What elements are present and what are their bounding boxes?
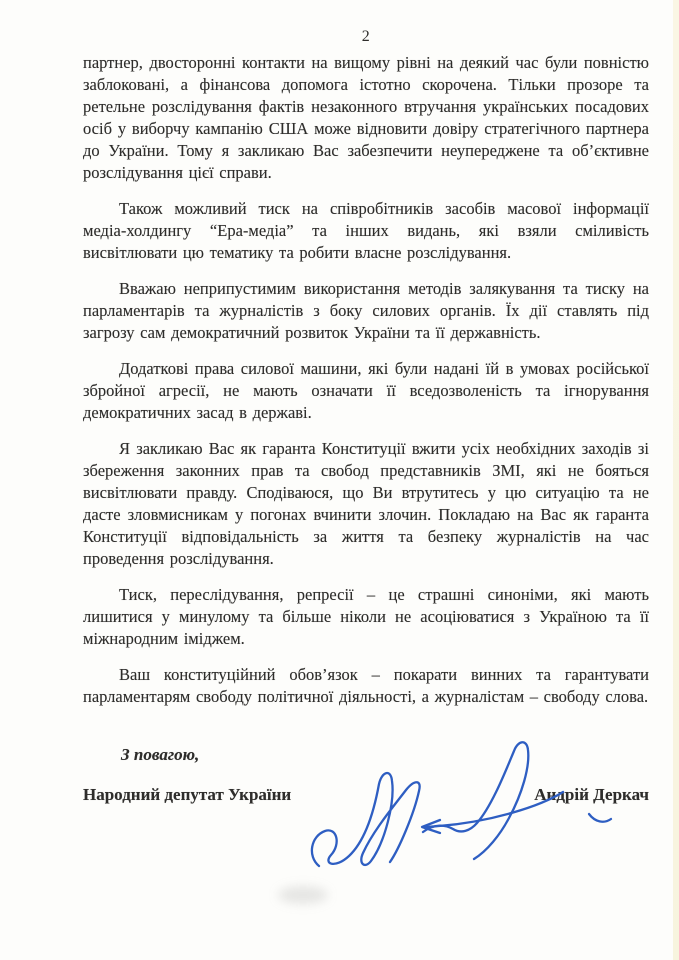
signer-title: Народний депутат України: [83, 785, 292, 804]
letter-paragraph: Ваш конституційний обов’язок – покарати винних та гарантувати парламентарям свободу політичної діяльності, а журналістам – свободу слова.: [83, 665, 649, 706]
signature-dash: [589, 814, 611, 822]
salutation: З повагою,: [121, 745, 200, 764]
closing-block: [83, 744, 649, 806]
scan-smudge: [278, 886, 328, 904]
letter-paragraph: Тиск, переслідування, репресії – це страшні синоніми, які мають лишитися у минулому та більше ніколи не асоціюватися з Україною та її міжнародним іміджем.: [83, 585, 649, 648]
letter-paragraph: Я закликаю Вас як гаранта Конституції вжити усіх необхідних заходів зі збереження законних прав та свобод представників ЗМІ, які не бояться висвітлювати правду. Сподіваюся, що Ви втрутитесь у цю ситуацію та не дасте зловмисникам у погонах вчинити злочин. Покладаю на Вас як гаранта Конституції відповідальність за життя та безпеку журналістів на час проведення розслідування.: [83, 439, 649, 568]
letter-paragraph: Вважаю неприпустимим використання методів залякування та тиску на парламентарів та журналістів з боку силових органів. Їх дії ставлять під загрозу сам демократичний розвиток України та її державність.: [83, 279, 649, 342]
letter-body: [83, 28, 649, 806]
signer-row: [83, 784, 649, 806]
page-number: 2: [361, 28, 371, 45]
letter-paragraph: Також можливий тиск на співробітників засобів масової інформації медіа-холдингу “Ера-медіа” та інших видань, які взяли сміливість висвітлювати цю тематику та робити власне розслідування.: [83, 199, 649, 262]
signature-arrowhead: [422, 820, 440, 833]
letter-paragraph: Додаткові права силової машини, які були надані їй в умовах російської збройної агресії, не мають означати її вседозволеність та ігнорування демократичних засад в державі.: [83, 359, 649, 422]
scan-edge-artifact: [673, 0, 679, 960]
signer-name: Андрій Деркач: [534, 785, 649, 804]
letter-paragraph: партнер, двосторонні контакти на вищому рівні на деякий час були повністю заблоковані, а фінансова допомога істотно скорочена. Тільки прозоре та ретельне розслідування фактів незаконного втручання українських посадових осіб у виборчу кампанію США може відновити довіру стратегічного партнера до України. Тому я закликаю Вас забезпечити неупереджене та об’єктивне розслідування цієї справи.: [83, 53, 649, 182]
